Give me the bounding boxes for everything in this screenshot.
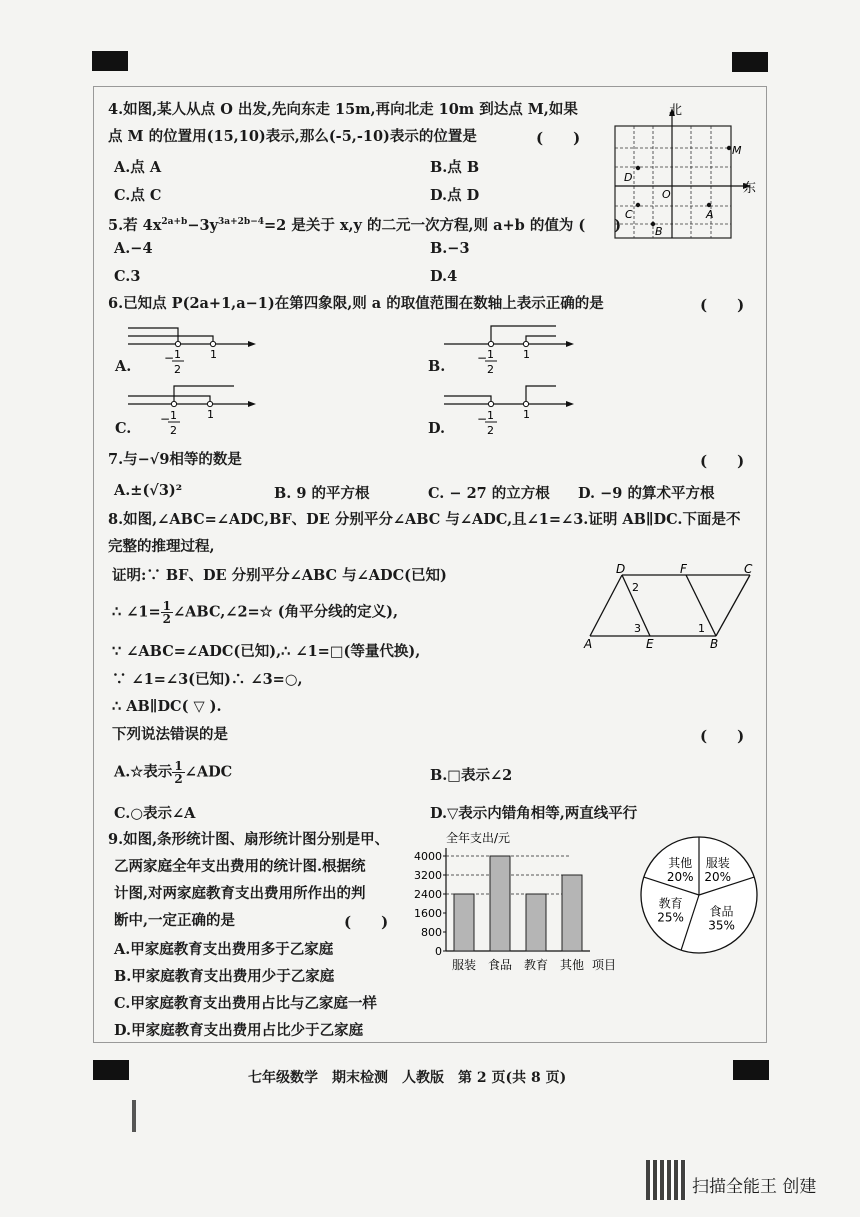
half-fraction-a bbox=[172, 760, 184, 785]
q5-stem-part2: −3y bbox=[187, 216, 219, 234]
q8-opt-a-pre: A.☆表示 bbox=[114, 763, 173, 781]
q5-exp1: 2a+b bbox=[161, 217, 188, 227]
q5-option-b: B.−3 bbox=[430, 240, 470, 257]
q5-stem bbox=[108, 212, 621, 236]
q8-line2: 完整的推理过程, bbox=[108, 538, 215, 555]
q9-option-d: D.甲家庭教育支出费用占比少于乙家庭 bbox=[114, 1022, 364, 1039]
bar-ytick-2: 1600 bbox=[414, 907, 442, 920]
q6-numberline-b bbox=[444, 318, 579, 380]
q4-option-c: C.点 C bbox=[114, 187, 162, 204]
q6a-num: 1 bbox=[174, 348, 181, 361]
q6c-neg: − bbox=[160, 412, 171, 426]
half-a-den: 2 bbox=[174, 772, 183, 786]
q4-line2: 点 M 的位置用(15,10)表示,那么(-5,-10)表示的位置是 bbox=[108, 128, 477, 145]
q6-answer-paren: ( ) bbox=[700, 296, 745, 314]
pie-label-2: 教育 bbox=[658, 896, 683, 911]
q5-stem-part3: =2 是关于 x,y 的二元一次方程,则 a+b 的值为 ( ) bbox=[264, 216, 622, 234]
q4-line1: 4.如图,某人从点 O 出发,先向东走 15m,再向北走 10m 到达点 M,如果 bbox=[108, 101, 578, 118]
q8-angle-1: 1 bbox=[698, 622, 705, 635]
corner-mark-top-right bbox=[732, 52, 768, 72]
q8-fig-c: C bbox=[744, 562, 753, 576]
bar-chart-xlabel: 项目 bbox=[592, 958, 617, 972]
bar-1 bbox=[490, 856, 510, 951]
bar-chart bbox=[400, 826, 625, 976]
bar-0 bbox=[454, 894, 474, 951]
q4-grid-figure bbox=[605, 96, 765, 246]
q6a-neg: − bbox=[164, 351, 175, 365]
q8-fig-b: B bbox=[710, 637, 719, 651]
q6a-den: 2 bbox=[174, 363, 181, 376]
bar-ytick-1: 800 bbox=[421, 926, 442, 939]
q9-line1: 9.如图,条形统计图、扇形统计图分别是甲、 bbox=[108, 831, 390, 848]
q5-option-a: A.−4 bbox=[114, 240, 153, 257]
q8-proof-3: ∵ ∠ABC=∠ADC(已知),∴ ∠1=□(等量代换), bbox=[112, 643, 421, 660]
q6a-one: 1 bbox=[210, 348, 217, 361]
q6c-num: 1 bbox=[170, 409, 177, 422]
q9-line3: 计图,对两家庭教育支出费用所作出的判 bbox=[114, 885, 366, 902]
bar-xtick-1: 食品 bbox=[487, 958, 513, 972]
q8-option-d: D.▽表示内错角相等,两直线平行 bbox=[430, 805, 638, 822]
q8-answer-paren: ( ) bbox=[700, 727, 745, 745]
q9-option-c: C.甲家庭教育支出费用占比与乙家庭一样 bbox=[114, 995, 377, 1012]
q6d-den: 2 bbox=[487, 424, 494, 437]
q8-proof-2a: ∴ ∠1= bbox=[112, 603, 161, 621]
scan-artifact bbox=[132, 1100, 136, 1132]
q6b-den: 2 bbox=[487, 363, 494, 376]
corner-mark-top-left bbox=[92, 51, 128, 71]
q7-option-d: D. −9 的算术平方根 bbox=[578, 485, 715, 502]
pie-label-3: 其他 bbox=[668, 856, 693, 871]
q6d-num: 1 bbox=[487, 409, 494, 422]
q9-line4: 断中,一定正确的是 bbox=[114, 912, 236, 929]
pie-value-2: 25% bbox=[657, 910, 684, 925]
q6d-one: 1 bbox=[523, 408, 530, 421]
bar-2 bbox=[526, 894, 546, 951]
q6b-num: 1 bbox=[487, 348, 494, 361]
q6-numberline-d bbox=[444, 378, 579, 442]
pie-value-0: 20% bbox=[704, 870, 732, 885]
q8-proof-5: ∴ AB∥DC( ▽ ). bbox=[112, 698, 222, 715]
corner-mark-bottom-right bbox=[733, 1060, 769, 1080]
q7-option-a: A.±(√3)² bbox=[114, 482, 183, 499]
q6-numberline-a bbox=[128, 318, 258, 380]
q5-option-d: D.4 bbox=[430, 268, 458, 285]
q5-exp2: 3a+2b−4 bbox=[218, 217, 265, 227]
pie-chart bbox=[634, 830, 764, 960]
q7-option-c: C. − 27 的立方根 bbox=[428, 485, 550, 502]
q4-option-d: D.点 D bbox=[430, 187, 480, 204]
q8-opt-a-post: ∠ADC bbox=[184, 763, 233, 781]
east-label: 东 bbox=[743, 181, 757, 196]
half-fraction bbox=[161, 600, 173, 625]
half-den: 2 bbox=[162, 612, 172, 626]
point-d-label: D bbox=[624, 171, 633, 184]
q7-answer-paren: ( ) bbox=[700, 452, 745, 470]
origin-o-label: O bbox=[662, 188, 671, 201]
q8-proof-4: ∵ ∠1=∠3(已知)∴ ∠3=○, bbox=[112, 671, 303, 688]
bar-ytick-4: 3200 bbox=[414, 869, 442, 882]
bar-xtick-3: 其他 bbox=[559, 958, 585, 972]
q6c-den: 2 bbox=[170, 424, 177, 437]
q8-fig-f: F bbox=[680, 562, 687, 576]
q8-fig-e: E bbox=[646, 637, 654, 651]
q8-angle-2: 2 bbox=[632, 581, 639, 594]
bar-chart-ylabel: 全年支出/元 bbox=[446, 831, 511, 845]
pie-value-3: 20% bbox=[666, 870, 694, 885]
pie-value-1: 35% bbox=[708, 918, 735, 933]
q6-numberline-c bbox=[128, 378, 258, 442]
q5-option-c: C.3 bbox=[114, 268, 141, 285]
q7-stem: 7.与−√9相等的数是 bbox=[108, 451, 242, 468]
bar-ytick-3: 2400 bbox=[414, 888, 442, 901]
q6-label-a: A. bbox=[115, 358, 132, 375]
q8-geometry-figure bbox=[580, 560, 760, 652]
q8-option-c: C.○表示∠A bbox=[114, 805, 196, 822]
qr-code-icon bbox=[646, 1160, 686, 1200]
q7-option-b: B. 9 的平方根 bbox=[274, 485, 370, 502]
bar-xtick-2: 教育 bbox=[523, 958, 549, 972]
q8-proof-2b: ∠ABC,∠2=☆ (角平分线的定义), bbox=[173, 603, 398, 621]
q8-option-a bbox=[114, 760, 232, 785]
north-label: 北 bbox=[669, 103, 683, 118]
half-num: 1 bbox=[162, 599, 172, 613]
point-c-label: C bbox=[625, 208, 633, 221]
q6d-neg: − bbox=[477, 412, 488, 426]
scanner-watermark: 扫描全能王 创建 bbox=[692, 1177, 817, 1197]
point-b-label: B bbox=[655, 225, 663, 238]
q8-line1: 8.如图,∠ABC=∠ADC,BF、DE 分别平分∠ABC 与∠ADC,且∠1=∠3.证明 AB∥DC.下面是不 bbox=[108, 511, 741, 528]
pie-label-0: 服装 bbox=[705, 856, 730, 871]
q6c-one: 1 bbox=[207, 408, 214, 421]
q6-stem: 6.已知点 P(2a+1,a−1)在第四象限,则 a 的取值范围在数轴上表示正确的是 bbox=[108, 295, 604, 312]
q4-option-b: B.点 B bbox=[430, 159, 480, 176]
q6-label-c: C. bbox=[115, 420, 132, 437]
page-footer: 七年级数学 期末检测 人教版 第 2 页(共 8 页) bbox=[248, 1070, 567, 1086]
q8-proof-1: 证明:∵ BF、DE 分别平分∠ABC 与∠ADC(已知) bbox=[112, 567, 447, 584]
q6b-neg: − bbox=[477, 351, 488, 365]
point-m-label: M bbox=[732, 144, 742, 157]
q9-option-a: A.甲家庭教育支出费用多于乙家庭 bbox=[114, 941, 334, 958]
q5-stem-part1: 5.若 4x bbox=[108, 216, 162, 234]
q4-option-a: A.点 A bbox=[114, 159, 162, 176]
half-a-num: 1 bbox=[174, 759, 183, 773]
q8-fig-d: D bbox=[616, 562, 626, 576]
bar-3 bbox=[562, 875, 582, 951]
q9-line2: 乙两家庭全年支出费用的统计图.根据统 bbox=[114, 858, 366, 875]
q8-option-b: B.□表示∠2 bbox=[430, 767, 513, 784]
q8-angle-3: 3 bbox=[634, 622, 641, 635]
q4-answer-paren: ( ) bbox=[536, 129, 581, 147]
bar-xtick-0: 服装 bbox=[451, 958, 477, 972]
corner-mark-bottom-left bbox=[93, 1060, 129, 1080]
q9-answer-paren: ( ) bbox=[344, 913, 389, 931]
q9-option-b: B.甲家庭教育支出费用少于乙家庭 bbox=[114, 968, 335, 985]
point-a-label: A bbox=[706, 208, 714, 221]
q6-label-d: D. bbox=[428, 420, 446, 437]
q8-fig-a: A bbox=[584, 637, 593, 651]
pie-label-1: 食品 bbox=[709, 904, 734, 919]
bar-ytick-5: 4000 bbox=[414, 850, 442, 863]
q6b-one: 1 bbox=[523, 348, 530, 361]
bar-ytick-0: 0 bbox=[435, 945, 442, 958]
q6-label-b: B. bbox=[428, 358, 446, 375]
q8-ask: 下列说法错误的是 bbox=[112, 726, 228, 743]
q8-proof-2 bbox=[112, 600, 398, 625]
